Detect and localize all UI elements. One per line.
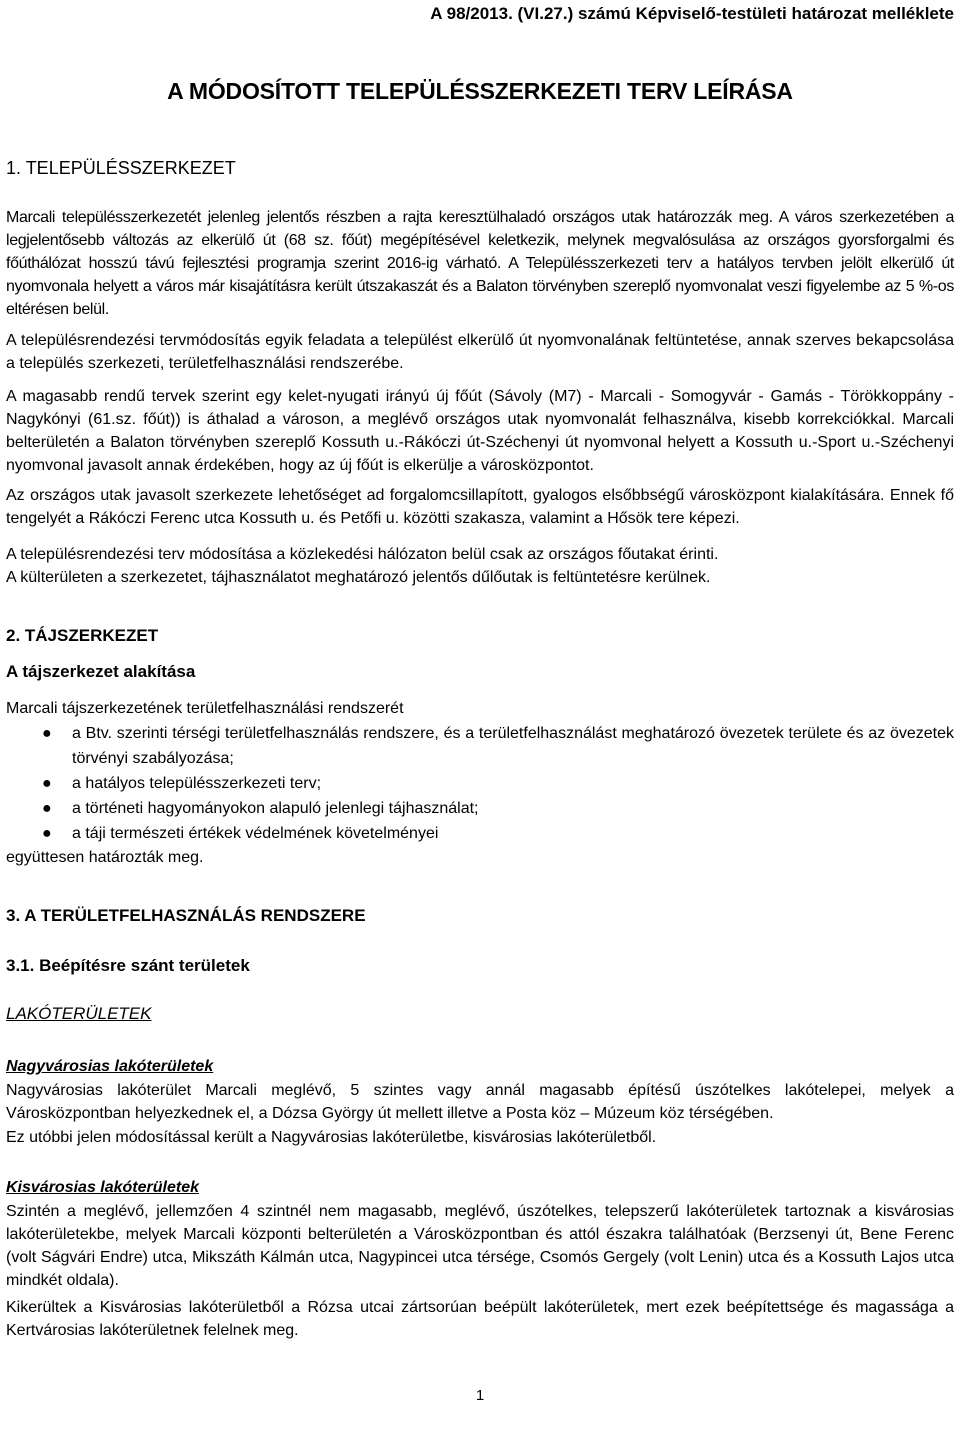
page-number: 1 — [475, 1387, 485, 1404]
nagyvarosias-paragraph-2: Ez utóbbi jelen módosítással került a Nagyvárosias lakóterületbe, kisvárosias lakóterületből. — [6, 1129, 657, 1146]
section-1-paragraph-5: A településrendezési terv módosítása a közlekedési hálózaton belül csak az országos főutakat érinti. — [6, 546, 719, 563]
bullet-icon: ● — [42, 725, 52, 742]
category-heading: LAKÓTERÜLETEK — [6, 1004, 152, 1023]
section-2-closing: együttesen határozták meg. — [6, 849, 204, 866]
kisvarosias-heading: Kisvárosias lakóterületek — [6, 1179, 199, 1196]
kisvarosias-paragraph-2: Kikerültek a Kisvárosias lakóterületből a Rózsa utcai zártsorúan beépült lakóterületek, mert ezek beépítettsége és magassága a Kertvárosias lakóterületnek felelnek meg. — [6, 1299, 954, 1339]
nagyvarosias-paragraph-1: Nagyvárosias lakóterület Marcali meglévő, 5 szintes vagy annál magasabb építésű úszótelkes lakótelepei, melyek a Városközpontban helyezkednek el, a Dózsa György út mellett illetve a Posta köz – Múzeum köz térségében. — [6, 1082, 954, 1122]
list-item-text: a Btv. szerinti térségi területfelhasználás rendszere, és a területfelhasználást meghatározó övezetek területe és az övezetek törvényi szabályozása; — [72, 725, 954, 767]
section-2-heading: 2. TÁJSZERKEZET — [6, 626, 159, 645]
section-2-bullet-list — [6, 721, 954, 846]
list-item — [6, 796, 954, 821]
document-header: A 98/2013. (VI.27.) számú Képviselő-testületi határozat melléklete — [430, 4, 954, 23]
section-1-paragraph-4: Az országos utak javasolt szerkezete lehetőséget ad forgalomcsillapított, gyalogos elsőbbségű városközpont kialakítására. Ennek fő tengelyét a Rákóczi Ferenc utca Kossuth u. és Petőfi u. közötti szakasza, valamint a Hősök tere képezi. — [6, 487, 954, 527]
section-2-subheading: A tájszerkezet alakítása — [6, 662, 196, 681]
document-title: A MÓDOSÍTOTT TELEPÜLÉSSZERKEZETI TERV LEÍRÁSA — [167, 78, 793, 104]
list-item-text: a hatályos településszerkezeti terv; — [72, 775, 322, 792]
list-item — [6, 771, 954, 796]
nagyvarosias-heading: Nagyvárosias lakóterületek — [6, 1058, 214, 1075]
list-item — [6, 721, 954, 771]
section-2-intro: Marcali tájszerkezetének területfelhasználási rendszerét — [6, 700, 404, 717]
kisvarosias-paragraph-1: Szintén a meglévő, jellemzően 4 szintnél nem magasabb, meglévő, úszótelkes, telepszerű lakóterületek tartoznak a kisvárosias lakóterületekbe, melyek Marcali központi belterületén a Városközpontban és attól északra találhatóak (Berzsenyi út, Bene Ferenc (volt Ságvári Endre) utca, Mikszáth Kálmán utca, Nagypincei utca térsége, Csomós Gergely (volt Lenin) utca és a Kossuth Lajos utca mindkét oldala). — [6, 1203, 954, 1289]
section-3-1-heading: 3.1. Beépítésre szánt területek — [6, 956, 250, 975]
bullet-icon: ● — [42, 800, 52, 817]
section-3-heading: 3. A TERÜLETFELHASZNÁLÁS RENDSZERE — [6, 906, 366, 925]
list-item-text: a táji természeti értékek védelmének követelményei — [72, 825, 439, 842]
section-1-paragraph-6: A külterületen a szerkezetet, tájhasználatot meghatározó jelentős dűlőutak is feltüntetésre kerülnek. — [6, 569, 711, 586]
section-1-paragraph-1: Marcali településszerkezetét jelenleg jelentős részben a rajta keresztülhaladó országos utak határozzák meg. A város szerkezetében a legjelentősebb változás az elkerülő út (68 sz. főút) megépítésével keletkezik, melynek megvalósulása az országos gyorsforgalmi és főúthálózat hosszú távú fejlesztési programja szerint 2016-ig várható. A Településszerkezeti terv a hatályos tervben jelölt elkerülő út nyomvonala helyett a város már kisajátításra került útszakaszát és a Balaton törvényben szereplő nyomvonalat veszi figyelembe az 5 %-os eltérésen belül. — [6, 209, 954, 318]
section-1-paragraph-3: A magasabb rendű tervek szerint egy kelet-nyugati irányú új főút (Sávoly (M7) - Marcali - Somogyvár - Gamás - Törökkoppány - Nagykónyi (61.sz. főút)) is áthalad a városon, a meglévő országos utak nyomvonalát felhasználva, kisebb korrekciókkal. Marcali belterületén a Balaton törvényben szereplő Kossuth u.-Rákóczi út-Széchenyi út nyomvonal helyett a Kossuth u.-Sport u.-Széchenyi nyomvonal javasolt annak érdekében, hogy az új főút is elkerülje a városközpontot. — [6, 388, 954, 474]
section-1-paragraph-2: A településrendezési tervmódosítás egyik feladata a települést elkerülő út nyomvonalának feltüntetése, annak szerves bekapcsolása a település szerkezeti, területfelhasználási rendszerébe. — [6, 332, 954, 372]
list-item — [6, 821, 954, 846]
section-1-heading: 1. TELEPÜLÉSSZERKEZET — [6, 158, 236, 178]
list-item-text: a történeti hagyományokon alapuló jelenlegi tájhasználat; — [72, 800, 479, 817]
bullet-icon: ● — [42, 825, 52, 842]
bullet-icon: ● — [42, 775, 52, 792]
